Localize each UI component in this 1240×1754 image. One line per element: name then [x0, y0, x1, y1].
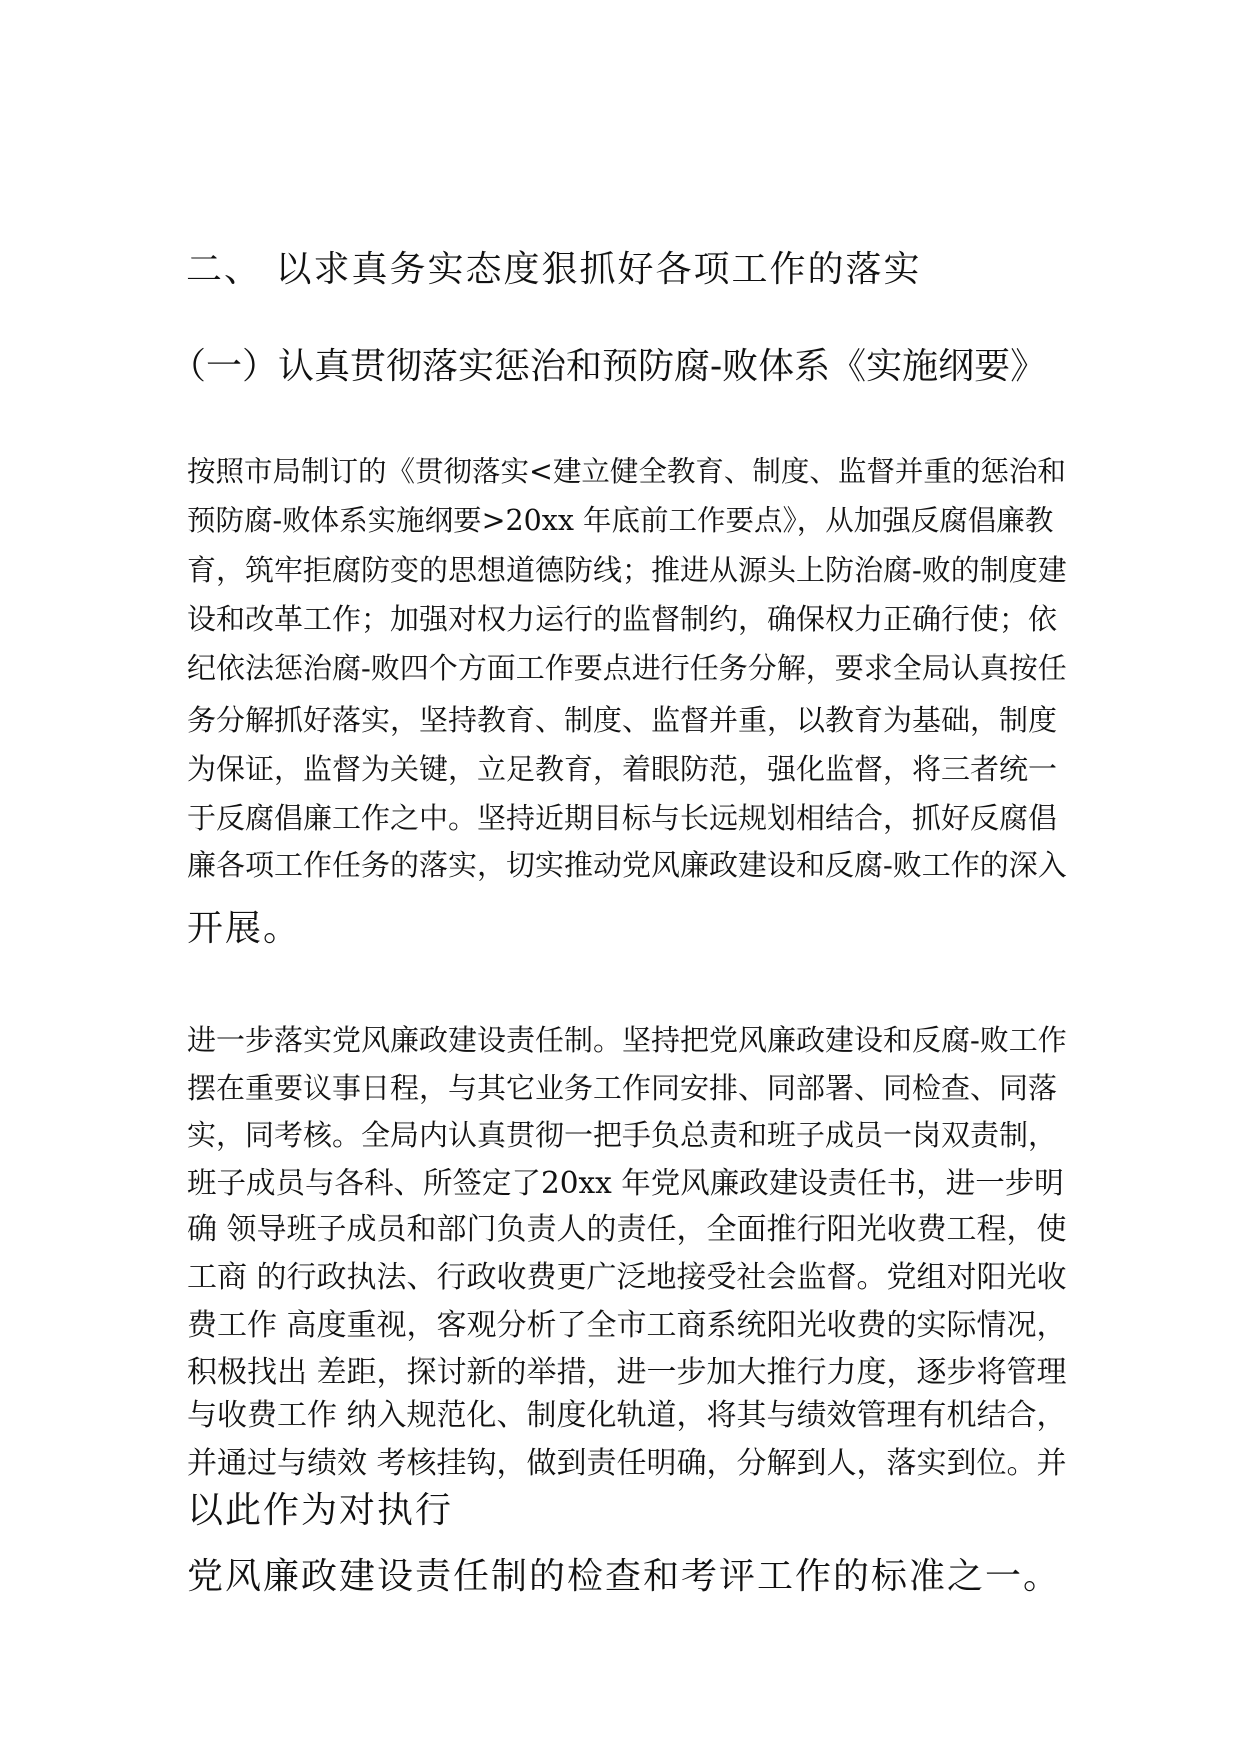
paragraph-1-line: 于反腐倡廉工作之中。坚持近期目标与长远规划相结合，抓好反腐倡: [187, 801, 1058, 835]
paragraph-1-line: 为保证，监督为关键，立足教育，着眼防范，强化监督，将三者统一: [187, 752, 1058, 786]
paragraph-1-line: 设和改革工作；加强对权力运行的监督制约，确保权力正确行使；依: [187, 602, 1058, 636]
paragraph-1-line: 按照市局制订的《贯彻落实<建立健全教育、制度、监督并重的惩治和: [187, 455, 1066, 488]
paragraph-2-line: 摆在重要议事日程，与其它业务工作同安排、同部署、同检查、同落: [187, 1071, 1058, 1105]
paragraph-1-line: 廉各项工作任务的落实，切实推动党风廉政建设和反腐-败工作的深入: [187, 848, 1067, 882]
subsection-heading: （一）认真贯彻落实惩治和预防腐-败体系《实施纲要》: [170, 346, 1047, 387]
paragraph-1-line: 务分解抓好落实，坚持教育、制度、监督并重，以教育为基础，制度: [187, 703, 1058, 737]
paragraph-2-line: 进一步落实党风廉政建设责任制。坚持把党风廉政建设和反腐-败工作: [187, 1023, 1067, 1057]
paragraph-2-line: 班子成员与各科、所签定了20xx 年党风廉政建设责任书，进一步明: [187, 1166, 1064, 1200]
paragraph-2-line: 积极找出 差距，探讨新的举措，进一步加大推行力度，逐步将管理: [187, 1355, 1067, 1390]
paragraph-1-line: 育，筑牢拒腐防变的思想道德防线；推进从源头上防治腐-败的制度建: [187, 553, 1067, 587]
paragraph-1-line: 开展。: [187, 908, 302, 949]
paragraph-2-line: 并通过与绩效 考核挂钩，做到责任明确，分解到人，落实到位。并: [187, 1446, 1067, 1481]
paragraph-2-line: 党风廉政建设责任制的检查和考评工作的标准之一。: [187, 1556, 1062, 1597]
paragraph-1-line: 纪依法惩治腐-败四个方面工作要点进行任务分解，要求全局认真按任: [187, 651, 1067, 685]
paragraph-2-line: 费工作 高度重视，客观分析了全市工商系统阳光收费的实际情况，: [187, 1308, 1067, 1343]
paragraph-2-line: 以此作为对执行: [187, 1490, 454, 1531]
section-heading: 二、 以求真务实态度狠抓好各项工作的落实: [186, 249, 922, 290]
paragraph-1-line: 预防腐-败体系实施纲要>20xx 年底前工作要点》，从加强反腐倡廉教: [187, 504, 1054, 537]
paragraph-2-line: 与收费工作 纳入规范化、制度化轨道，将其与绩效管理有机结合，: [187, 1398, 1067, 1433]
paragraph-2-line: 确 领导班子成员和部门负责人的责任，全面推行阳光收费工程，使: [187, 1212, 1067, 1247]
paragraph-2-line: 实，同考核。全局内认真贯彻一把手负总责和班子成员一岗双责制，: [187, 1118, 1058, 1152]
paragraph-2-line: 工商 的行政执法、行政收费更广泛地接受社会监督。党组对阳光收: [187, 1260, 1067, 1295]
